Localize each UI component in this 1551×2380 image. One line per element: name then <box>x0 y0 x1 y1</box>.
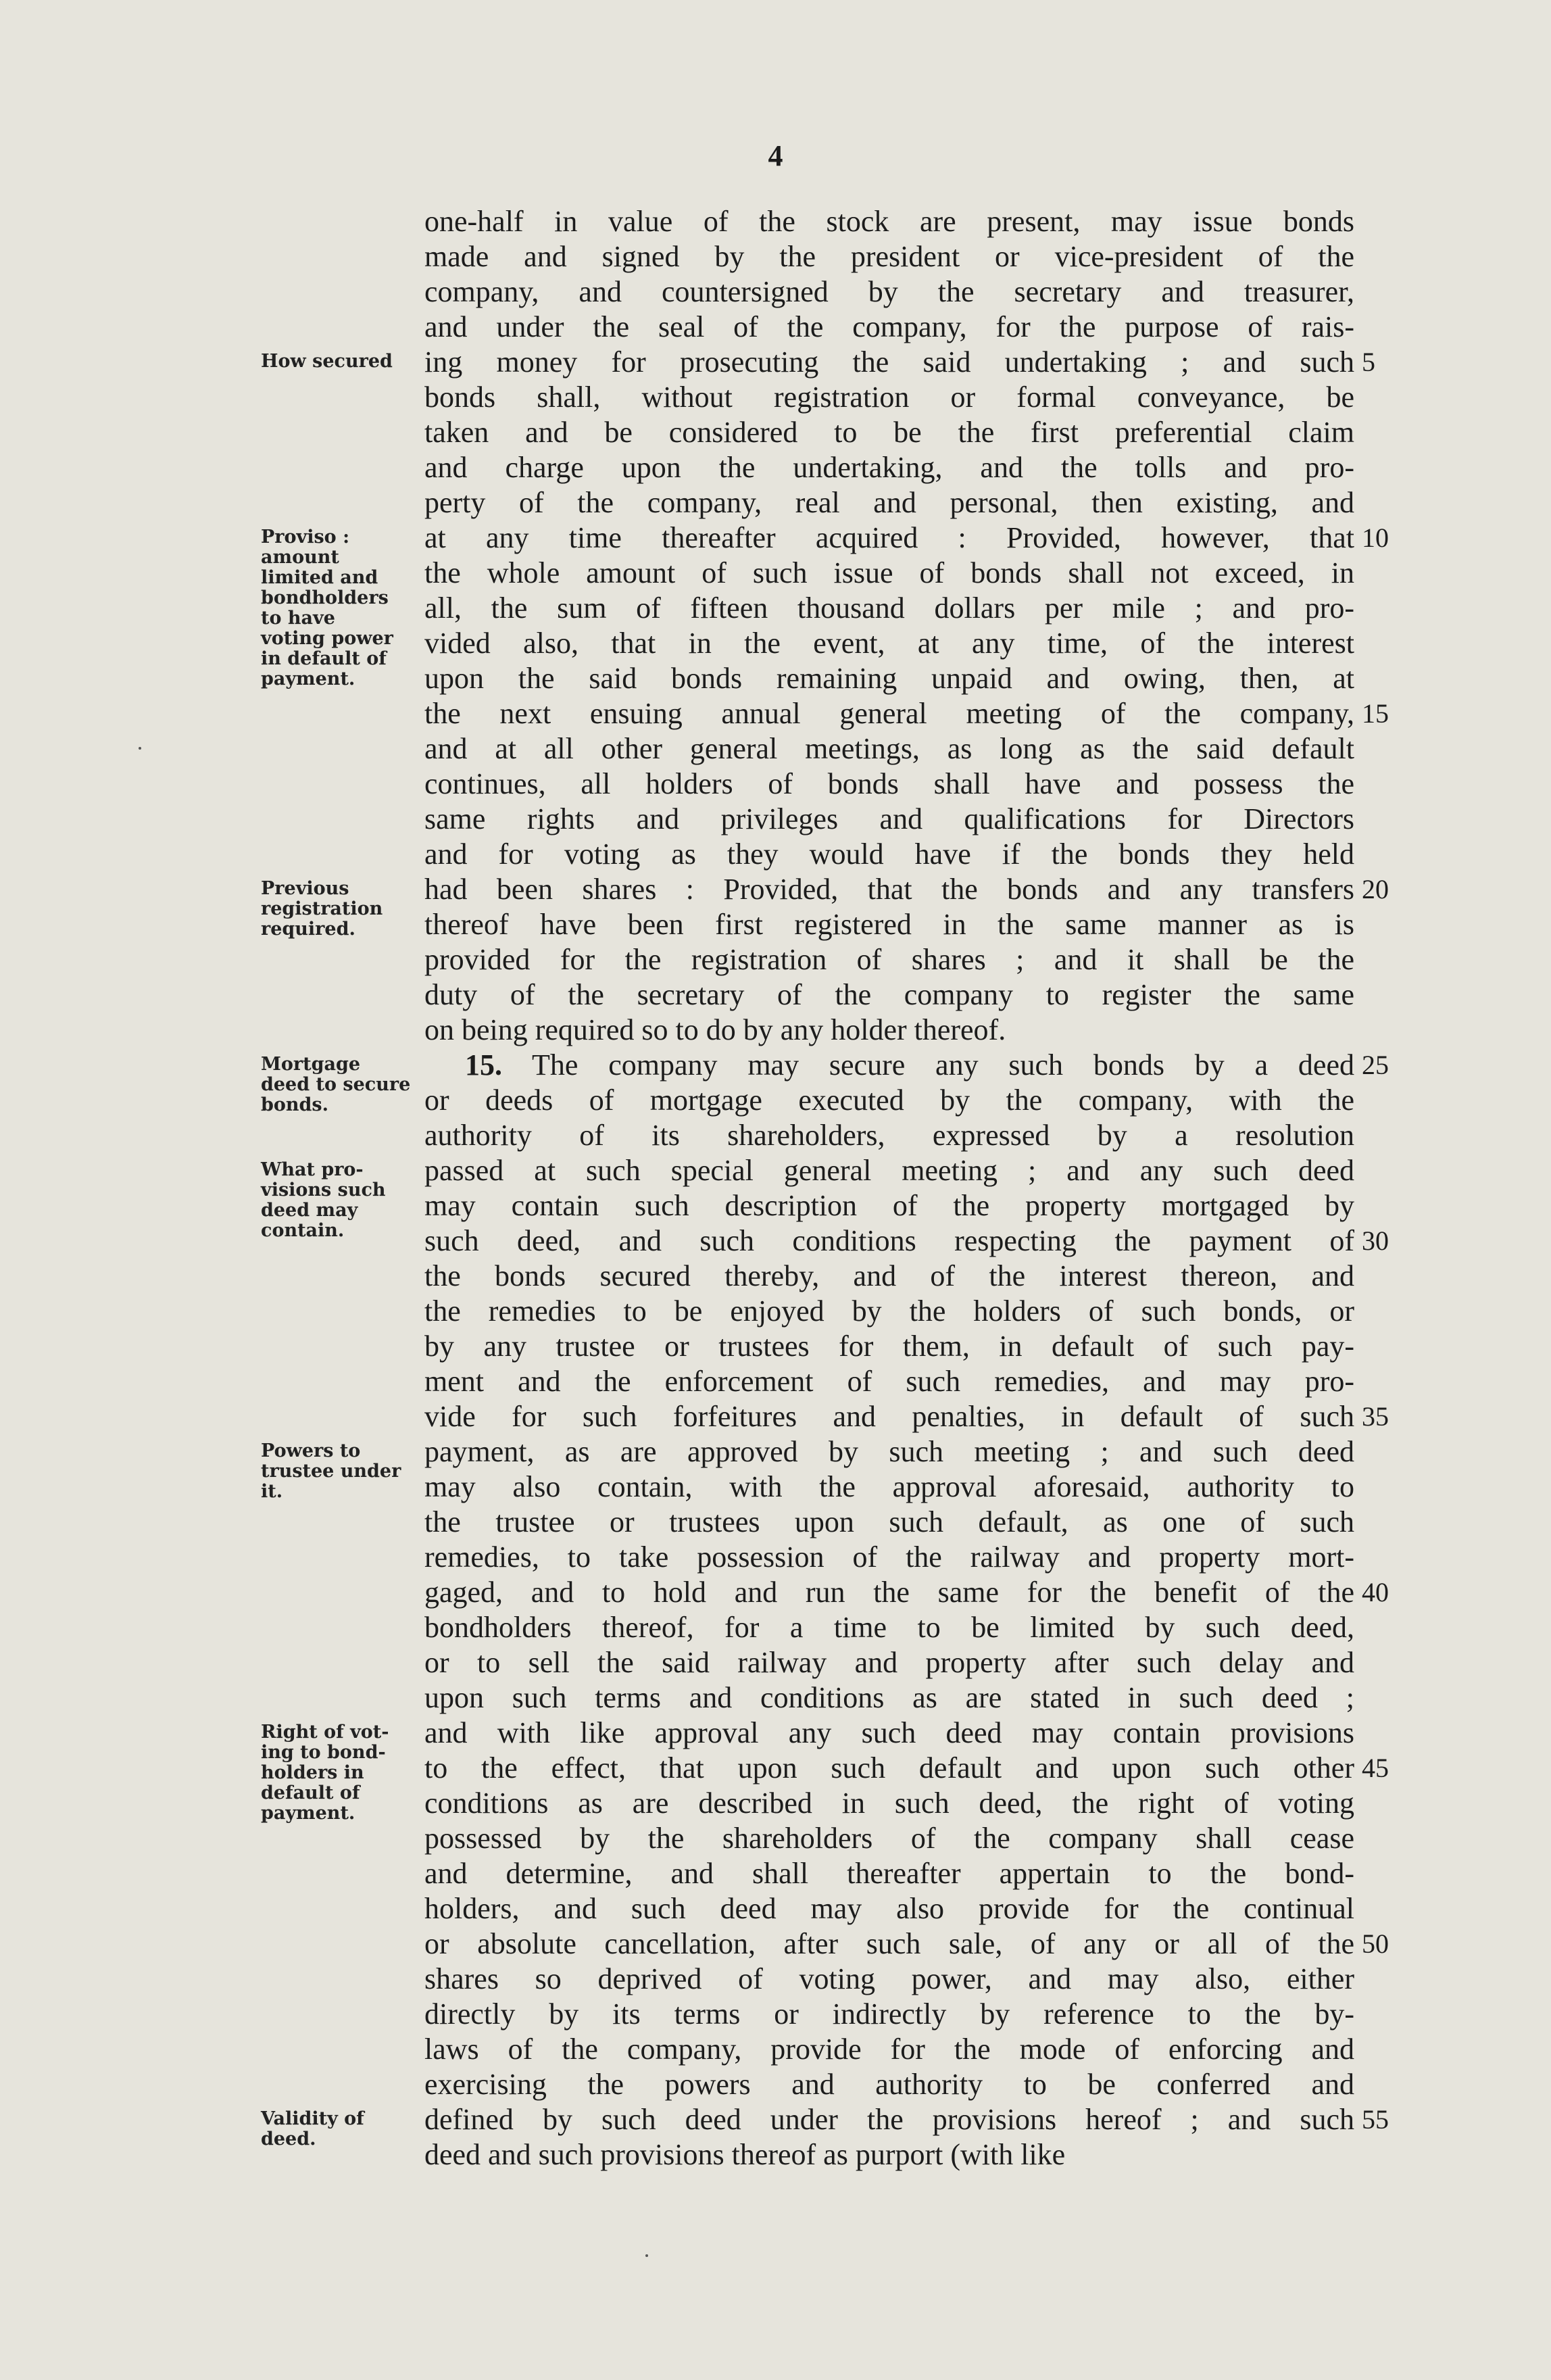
text-line: defined by such deed under the provisions hereof ; and such <box>424 2103 1354 2136</box>
text-line: all, the sum of fifteen thousand dollars per mile ; and pro- <box>424 591 1354 625</box>
text-line: the trustee or trustees upon such default, as one of such <box>424 1505 1354 1538</box>
line-number: 5 <box>1362 347 1375 377</box>
margin-note-line: holders in <box>261 1762 364 1783</box>
line-number: 10 <box>1362 523 1389 553</box>
margin-note-line: amount <box>261 547 339 568</box>
line-number: 50 <box>1362 1928 1389 1959</box>
margin-note-line: Previous <box>261 878 349 899</box>
margin-note-line: How secured <box>261 351 393 372</box>
margin-note-line: trustee under <box>261 1461 401 1482</box>
line-number: 30 <box>1362 1225 1389 1256</box>
text-line: and under the seal of the company, for the purpose of rais- <box>424 310 1354 343</box>
text-line: duty of the secretary of the company to register the same <box>424 978 1354 1011</box>
text-line-content: The company may secure any such bonds by a deed <box>532 1048 1354 1082</box>
text-line: taken and be considered to be the first preferential claim <box>424 416 1354 449</box>
text-line: continues, all holders of bonds shall have and possess the <box>424 767 1354 800</box>
body-text <box>424 204 1354 2172</box>
line-number: 55 <box>1362 2104 1389 2135</box>
margin-note-line: voting power <box>261 628 393 649</box>
text-line: authority of its shareholders, expressed by a resolution <box>424 1119 1354 1152</box>
text-line: possessed by the shareholders of the company shall cease <box>424 1822 1354 1855</box>
line-number: 15 <box>1362 698 1389 729</box>
margin-note-line: limited and <box>261 567 378 588</box>
text-line: or deeds of mortgage executed by the company, with the <box>424 1084 1354 1117</box>
line-number: 45 <box>1362 1753 1389 1783</box>
margin-note-line: Proviso : <box>261 527 350 548</box>
text-line: deed and such provisions thereof as purport (with like <box>424 2138 1066 2171</box>
text-line: the next ensuing annual general meeting of the company, <box>424 697 1354 730</box>
margin-note-line: deed. <box>261 2129 316 2150</box>
margin-note <box>261 1054 416 1115</box>
text-line: ing money for prosecuting the said undertaking ; and such <box>424 345 1354 379</box>
margin-note-line: bonds. <box>261 1094 328 1115</box>
text-line: by any trustee or trustees for them, in default of such pay- <box>424 1330 1354 1363</box>
margin-note-line: required. <box>261 919 355 940</box>
text-line: made and signed by the president or vice-president of the <box>424 240 1354 273</box>
margin-note-line: deed may <box>261 1200 358 1221</box>
text-line: conditions as are described in such deed, the right of voting <box>424 1787 1354 1820</box>
text-line: ment and the enforcement of such remedies, and may pro- <box>424 1365 1354 1398</box>
text-line <box>424 1048 1354 1083</box>
margin-note-line: payment. <box>261 1803 355 1824</box>
line-number: 35 <box>1362 1401 1389 1432</box>
text-line: bonds shall, without registration or formal conveyance, be <box>424 381 1354 414</box>
text-line: the bonds secured thereby, and of the interest thereon, and <box>424 1259 1354 1292</box>
text-line: company, and countersigned by the secretary and treasurer, <box>424 275 1354 308</box>
text-line: and determine, and shall thereafter appertain to the bond- <box>424 1857 1354 1890</box>
text-line: holders, and such deed may also provide for the continual <box>424 1892 1354 1925</box>
margin-note-line: to have <box>261 608 335 629</box>
margin-note <box>261 1441 416 1502</box>
margin-note-line: registration <box>261 898 383 919</box>
text-line: or to sell the said railway and property after such delay and <box>424 1646 1354 1679</box>
margin-note-line: deed to secure <box>261 1074 411 1095</box>
text-line: upon such terms and conditions as are stated in such deed ; <box>424 1681 1354 1714</box>
text-line: thereof have been first registered in the same manner as is <box>424 908 1354 941</box>
text-line: at any time thereafter acquired : Provided, however, that <box>424 521 1354 554</box>
margin-note-line: What pro- <box>261 1159 364 1180</box>
text-line: one-half in value of the stock are present, may issue bonds <box>424 205 1354 238</box>
margin-note-line: ing to bond- <box>261 1742 386 1763</box>
margin-note-line: visions such <box>261 1180 386 1200</box>
text-line: the remedies to be enjoyed by the holders of such bonds, or <box>424 1294 1354 1328</box>
margin-note-line: contain. <box>261 1220 345 1241</box>
text-line: on being required so to do by any holder thereof. <box>424 1013 1006 1046</box>
line-number: 40 <box>1362 1577 1389 1607</box>
text-line: directly by its terms or indirectly by reference to the by- <box>424 1997 1354 2031</box>
margin-note-line: Right of vot- <box>261 1722 389 1743</box>
text-line: laws of the company, provide for the mode of enforcing and <box>424 2033 1354 2066</box>
text-line: gaged, and to hold and run the same for the benefit of the <box>424 1576 1354 1609</box>
text-line: exercising the powers and authority to be conferred and <box>424 2068 1354 2101</box>
margin-note-line: Mortgage <box>261 1054 361 1075</box>
margin-note <box>261 527 416 689</box>
text-line: to the effect, that upon such default and upon such other <box>424 1751 1354 1784</box>
page-number: 4 <box>768 139 783 172</box>
speck <box>139 747 141 750</box>
margin-note-line: Validity of <box>261 2108 364 2129</box>
margin-note-line: Powers to <box>261 1440 361 1461</box>
text-line: remedies, to take possession of the railway and property mort- <box>424 1540 1354 1574</box>
margin-note-line: it. <box>261 1481 283 1502</box>
text-line: provided for the registration of shares ; and it shall be the <box>424 943 1354 976</box>
text-line: had been shares : Provided, that the bonds and any transfers <box>424 873 1354 906</box>
text-line: such deed, and such conditions respecting the payment of <box>424 1224 1354 1257</box>
text-line: and at all other general meetings, as long as the said default <box>424 732 1354 765</box>
text-line: may also contain, with the approval aforesaid, authority to <box>424 1470 1354 1503</box>
text-line: same rights and privileges and qualifications for Directors <box>424 802 1354 835</box>
text-line: bondholders thereof, for a time to be limited by such deed, <box>424 1611 1354 1644</box>
text-line: and charge upon the undertaking, and the tolls and pro- <box>424 451 1354 484</box>
margin-note <box>261 351 416 372</box>
text-line: perty of the company, real and personal, then existing, and <box>424 486 1354 519</box>
text-line: the whole amount of such issue of bonds shall not exceed, in <box>424 556 1354 589</box>
text-line: and for voting as they would have if the bonds they held <box>424 837 1354 871</box>
text-line: vided also, that in the event, at any time, of the interest <box>424 627 1354 660</box>
margin-note-line: bondholders <box>261 587 389 608</box>
text-line: shares so deprived of voting power, and may also, either <box>424 1962 1354 1995</box>
text-line: passed at such special general meeting ; and any such deed <box>424 1154 1354 1187</box>
margin-note-line: in default of <box>261 648 387 669</box>
margin-note <box>261 2109 416 2150</box>
line-number: 25 <box>1362 1050 1389 1080</box>
margin-note <box>261 879 416 940</box>
text-line: may contain such description of the property mortgaged by <box>424 1189 1354 1222</box>
margin-note-line: default of <box>261 1782 360 1803</box>
text-line: vide for such forfeitures and penalties, in default of such <box>424 1400 1354 1433</box>
text-line: payment, as are approved by such meeting ; and such deed <box>424 1435 1354 1468</box>
line-number: 20 <box>1362 874 1389 904</box>
margin-note <box>261 1160 416 1241</box>
margin-note <box>261 1722 416 1824</box>
speck <box>645 2254 648 2257</box>
margin-note-line: payment. <box>261 669 355 689</box>
text-line: upon the said bonds remaining unpaid and owing, then, at <box>424 662 1354 695</box>
text-line: and with like approval any such deed may contain provisions <box>424 1716 1354 1749</box>
section-number: 15. <box>465 1048 502 1082</box>
text-line: or absolute cancellation, after such sale, of any or all of the <box>424 1927 1354 1960</box>
